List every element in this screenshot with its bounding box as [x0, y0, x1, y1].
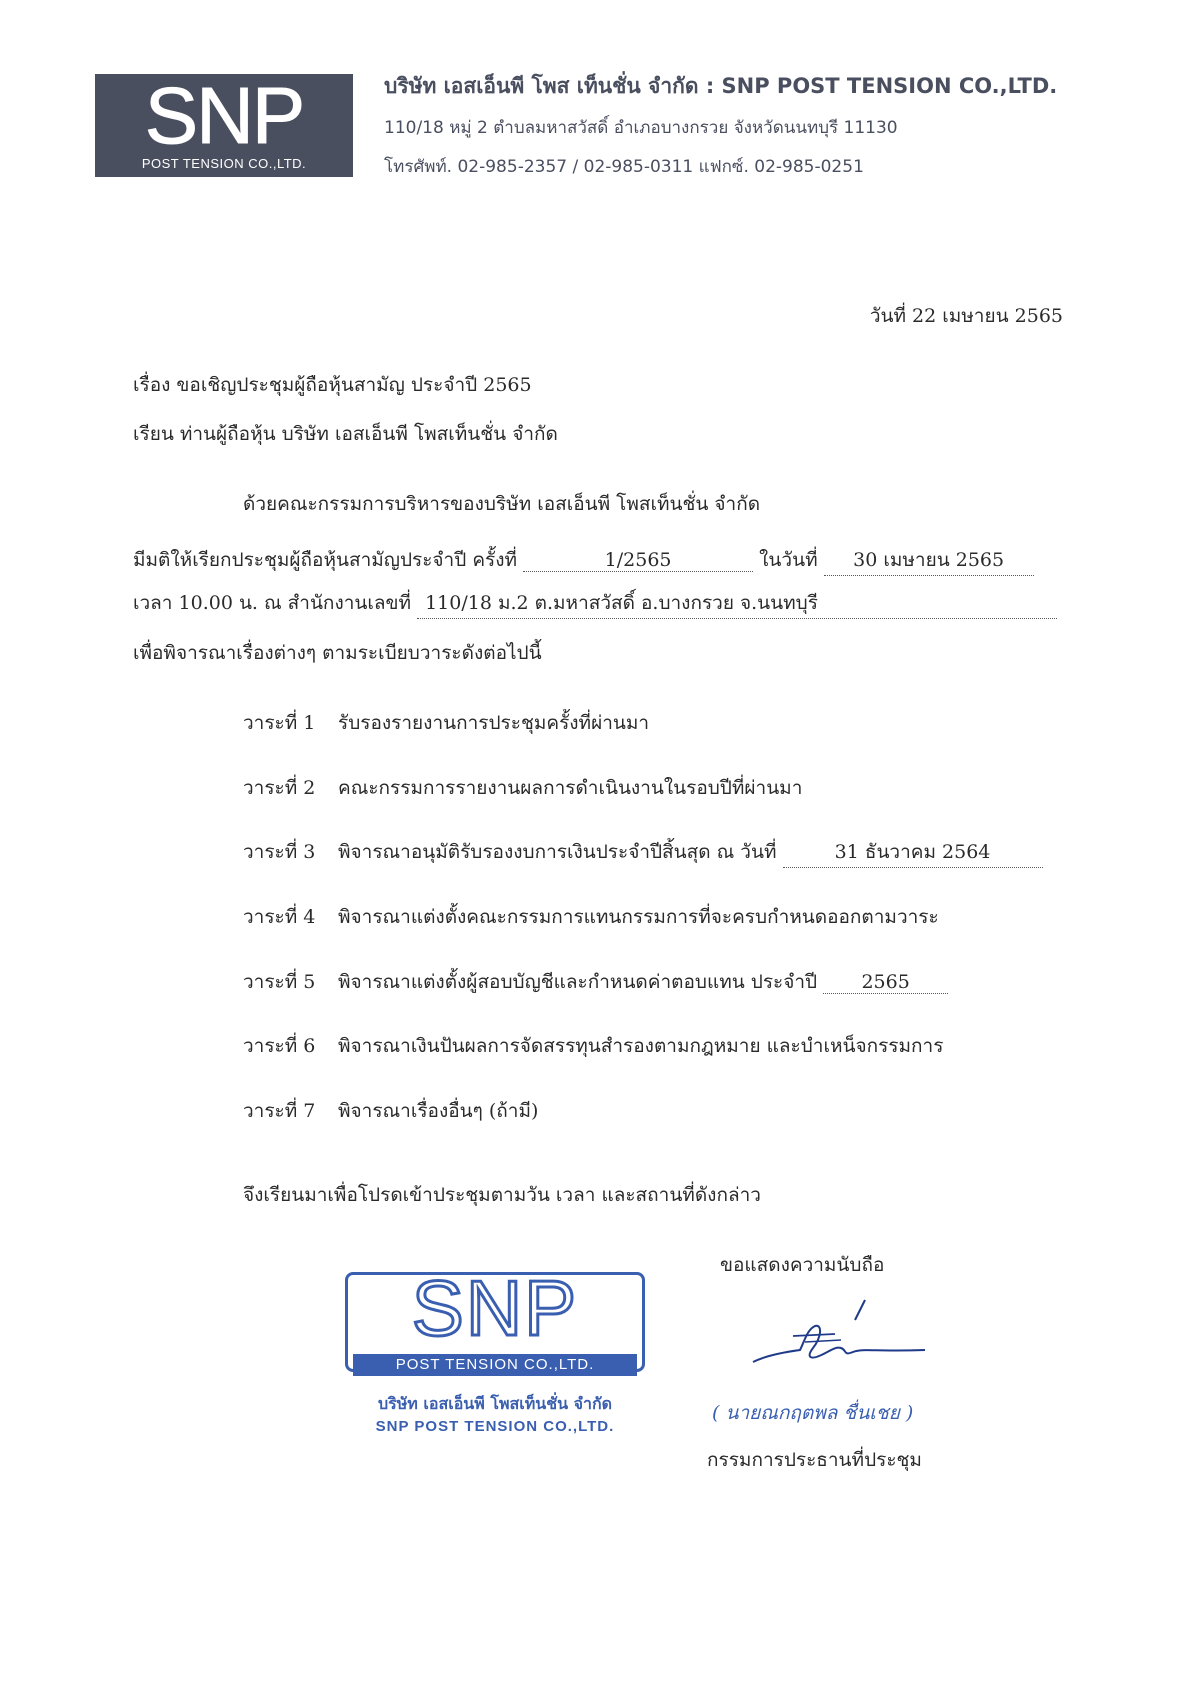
letter-recipient: เรียน ท่านผู้ถือหุ้น บริษัท เอสเอ็นพี โพสเท็นชั่น จำกัด	[133, 423, 558, 445]
resolution-line	[133, 545, 1034, 576]
stamp-logo: SNP	[411, 1264, 579, 1352]
agenda-item	[243, 1031, 943, 1061]
company-name: บริษัท เอสเอ็นพี โพส เท็นชั่น จำกัด : SNP POST TENSION CO.,LTD.	[384, 74, 1058, 98]
agenda-label: วาระที่ 5	[243, 971, 316, 993]
meeting-location: 110/18 ม.2 ต.มหาสวัสดิ์ อ.บางกรวย จ.นนทบุรี	[417, 588, 1057, 619]
agenda-label: วาระที่ 7	[243, 1100, 316, 1122]
agenda-text: พิจารณาเรื่องอื่นๆ (ถ้ามี)	[338, 1100, 539, 1122]
agenda-label: วาระที่ 4	[243, 906, 316, 928]
agenda-item	[243, 773, 802, 803]
agenda-label: วาระที่ 6	[243, 1035, 316, 1057]
stamp-band: POST TENSION CO.,LTD.	[353, 1354, 637, 1376]
time-label: เวลา 10.00 น. ณ สำนักงานเลขที่	[133, 592, 412, 614]
agenda-text: รับรองรายงานการประชุมครั้งที่ผ่านมา	[338, 712, 650, 734]
agenda-item	[243, 967, 948, 997]
signer-title: กรรมการประธานที่ประชุม	[707, 1449, 922, 1471]
logo-text: SNP	[144, 71, 304, 160]
letter-date: วันที่ 22 เมษายน 2565	[869, 305, 1063, 327]
agenda-text: พิจารณาอนุมัติรับรองงบการเงินประจำปีสิ้นสุด ณ วันที่	[338, 841, 777, 863]
location-line	[133, 588, 1057, 619]
agenda-text: พิจารณาแต่งตั้งคณะกรรมการแทนกรรมการที่จะครบกำหนดออกตามวาระ	[338, 906, 939, 928]
company-stamp	[345, 1264, 645, 1447]
on-date-label: ในวันที่	[759, 549, 818, 571]
agenda-item	[243, 1096, 538, 1126]
agenda-text: พิจารณาแต่งตั้งผู้สอบบัญชีและกำหนดค่าตอบแทน ประจำปี	[338, 971, 818, 993]
agenda-item	[243, 837, 1043, 868]
company-address: 110/18 หมู่ 2 ตำบลมหาสวัสดิ์ อำเภอบางกรวย จังหวัดนนทบุรี 11130	[384, 118, 898, 138]
agenda-item	[243, 708, 649, 738]
signature	[745, 1290, 935, 1380]
resolution-label: มีมติให้เรียกประชุมผู้ถือหุ้นสามัญประจำปี ครั้งที่	[133, 549, 518, 571]
agenda-text: พิจารณาเงินปันผลการจัดสรรทุนสำรองตามกฎหมาย และบำเหน็จกรรมการ	[338, 1035, 944, 1057]
company-logo	[95, 71, 353, 177]
audit-year: 2565	[823, 971, 948, 994]
agenda-item	[243, 902, 939, 932]
logo-subtitle: POST TENSION CO.,LTD.	[141, 156, 307, 171]
agenda-label: วาระที่ 3	[243, 841, 316, 863]
letter-subject: เรื่อง ขอเชิญประชุมผู้ถือหุ้นสามัญ ประจำปี 2565	[133, 374, 532, 396]
agenda-label: วาระที่ 2	[243, 777, 316, 799]
letter-intro: ด้วยคณะกรรมการบริหารของบริษัท เอสเอ็นพี โพสเท็นชั่น จำกัด	[243, 493, 761, 515]
stamp-thai-name: บริษัท เอสเอ็นพี โพสเท็นชั่น จำกัด	[377, 1394, 613, 1413]
regards: ขอแสดงความนับถือ	[720, 1254, 885, 1276]
signer-name: ( นายณกฤตพล ชื่นเชย )	[712, 1402, 914, 1424]
meeting-number: 1/2565	[523, 549, 753, 572]
fiscal-year-end: 31 ธันวาคม 2564	[783, 837, 1043, 868]
agenda-intro: เพื่อพิจารณาเรื่องต่างๆ ตามระเบียบวาระดังต่อไปนี้	[133, 642, 542, 664]
stamp-english-name: SNP POST TENSION CO.,LTD.	[375, 1418, 615, 1435]
agenda-text: คณะกรรมการรายงานผลการดำเนินงานในรอบปีที่ผ่านมา	[338, 777, 803, 799]
company-contact: โทรศัพท์. 02-985-2357 / 02-985-0311 แฟกซ์. 02-985-0251	[384, 157, 864, 177]
meeting-date: 30 เมษายน 2565	[824, 545, 1034, 576]
agenda-label: วาระที่ 1	[243, 712, 316, 734]
letter-closing: จึงเรียนมาเพื่อโปรดเข้าประชุมตามวัน เวลา และสถานที่ดังกล่าว	[243, 1184, 761, 1206]
